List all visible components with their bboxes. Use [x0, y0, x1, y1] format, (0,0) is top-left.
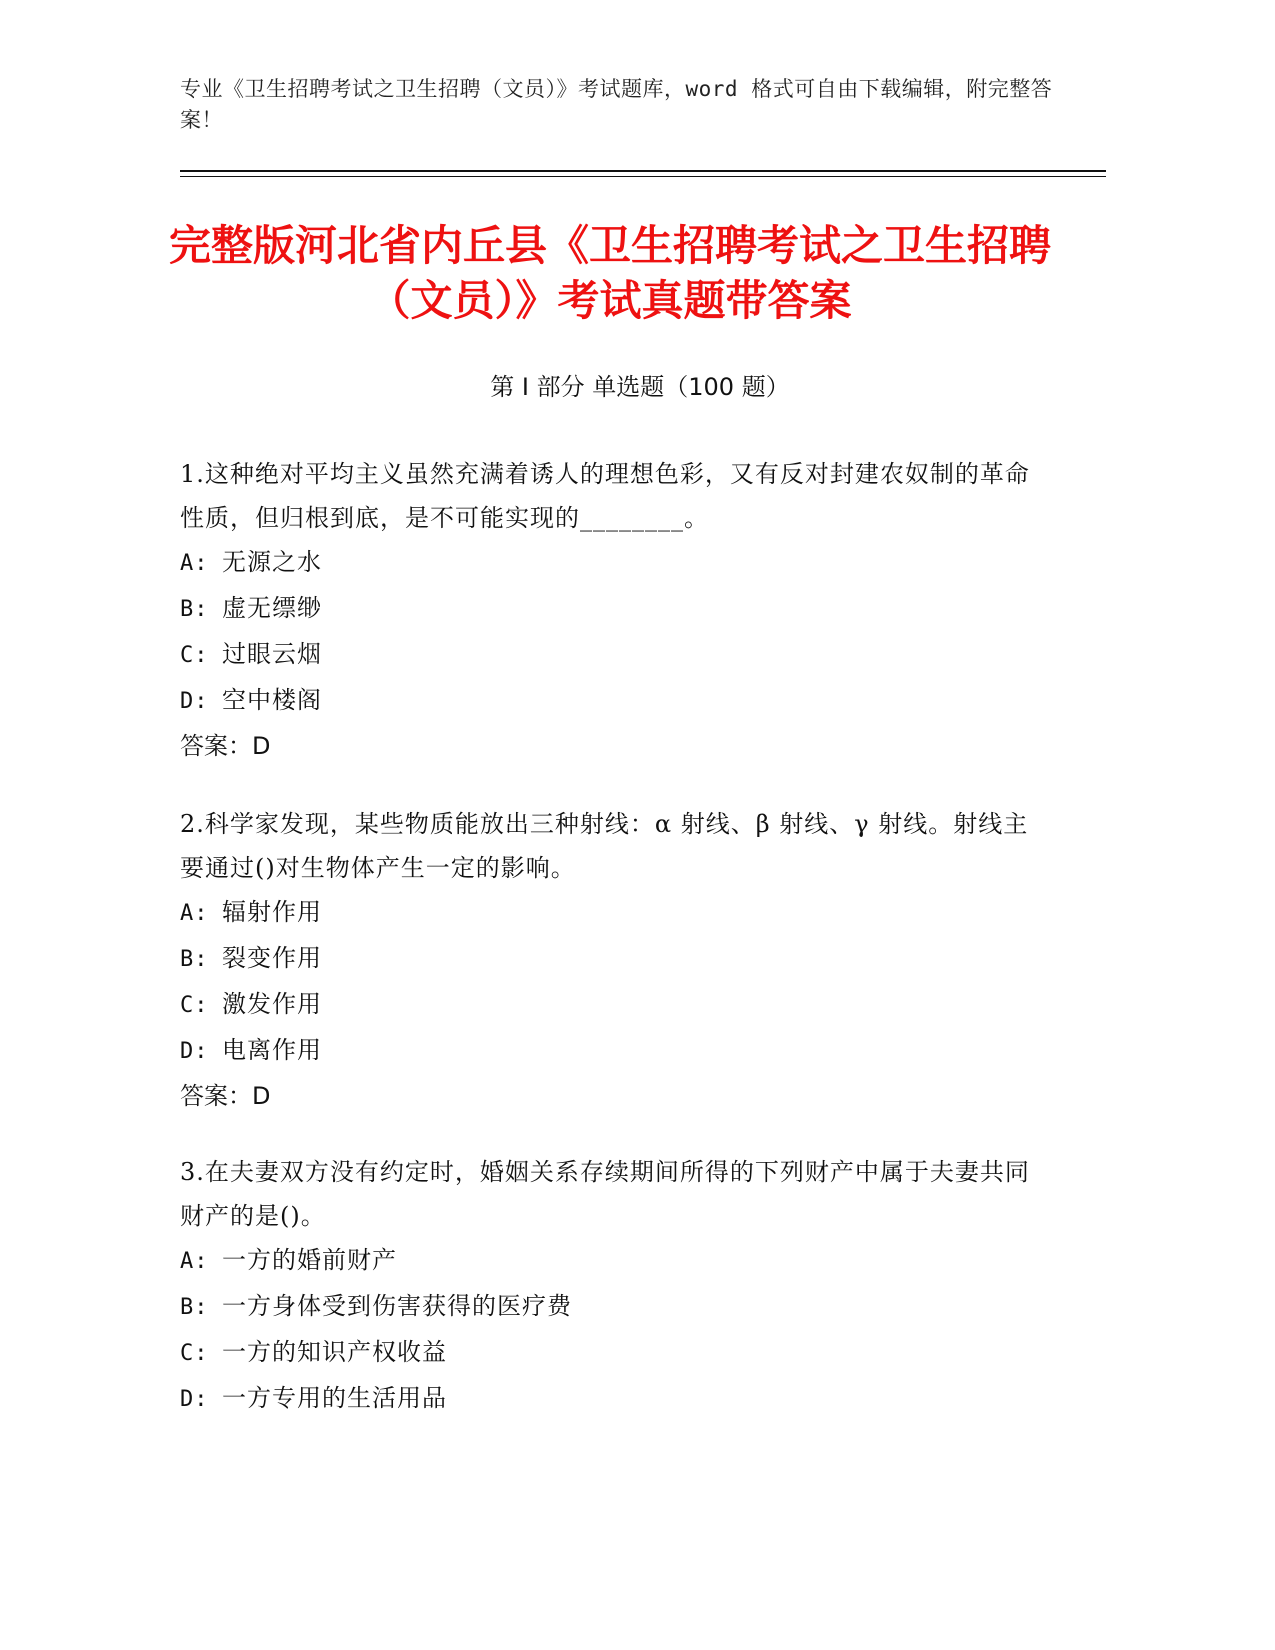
option-key: B:: [180, 597, 209, 622]
option-text: 虚无缥缈: [222, 594, 322, 622]
header-divider-thick: [180, 170, 1106, 172]
option-key: B:: [180, 1295, 209, 1320]
question-stem: 1.这种绝对平均主义虽然充满着诱人的理想色彩，又有反对封建农奴制的革命性质，但归根到底，是不可能实现的________。: [180, 460, 1030, 532]
option-key: C:: [180, 1341, 209, 1366]
question-3: [180, 1150, 1040, 1422]
option-key: A:: [180, 901, 209, 926]
section-heading: 第 I 部分 单选题（100 题）: [490, 373, 790, 401]
option-text: 激发作用: [222, 990, 322, 1018]
option-d: [180, 1028, 1040, 1074]
question-2: [180, 802, 1040, 1118]
option-key: B:: [180, 947, 209, 972]
answer-line: 答案：D: [180, 1082, 271, 1110]
option-text: 裂变作用: [222, 944, 322, 972]
option-text: 一方身体受到伤害获得的医疗费: [222, 1292, 572, 1320]
option-b: [180, 936, 1040, 982]
document-title: 完整版河北省内丘县《卫生招聘考试之卫生招聘（文员）》考试真题带答案: [168, 221, 1051, 325]
option-d: [180, 678, 1040, 724]
option-key: D:: [180, 1387, 209, 1412]
option-text: 辐射作用: [222, 898, 322, 926]
option-a: [180, 540, 1040, 586]
question-1: [180, 452, 1040, 768]
option-a: [180, 1238, 1040, 1284]
option-text: 电离作用: [222, 1036, 322, 1064]
header-note: 专业《卫生招聘考试之卫生招聘（文员）》考试题库，word 格式可自由下载编辑，附完整答案！: [180, 77, 1053, 132]
option-text: 一方专用的生活用品: [222, 1384, 447, 1412]
option-key: C:: [180, 993, 209, 1018]
option-key: A:: [180, 1249, 209, 1274]
option-key: D:: [180, 689, 209, 714]
option-key: C:: [180, 643, 209, 668]
option-c: [180, 632, 1040, 678]
header-divider-thin: [180, 176, 1106, 177]
option-text: 无源之水: [222, 548, 322, 576]
option-text: 一方的知识产权收益: [222, 1338, 447, 1366]
answer-line: 答案：D: [180, 732, 271, 760]
option-a: [180, 890, 1040, 936]
question-stem: 3.在夫妻双方没有约定时，婚姻关系存续期间所得的下列财产中属于夫妻共同财产的是()。: [180, 1158, 1030, 1230]
option-c: [180, 1330, 1040, 1376]
option-key: D:: [180, 1039, 209, 1064]
option-text: 一方的婚前财产: [222, 1246, 397, 1274]
option-text: 空中楼阁: [222, 686, 322, 714]
option-d: [180, 1376, 1040, 1422]
option-b: [180, 586, 1040, 632]
option-key: A:: [180, 551, 209, 576]
question-stem: 2.科学家发现，某些物质能放出三种射线：α 射线、β 射线、γ 射线。射线主要通过()对生物体产生一定的影响。: [180, 810, 1029, 882]
option-b: [180, 1284, 1040, 1330]
option-text: 过眼云烟: [222, 640, 322, 668]
option-c: [180, 982, 1040, 1028]
